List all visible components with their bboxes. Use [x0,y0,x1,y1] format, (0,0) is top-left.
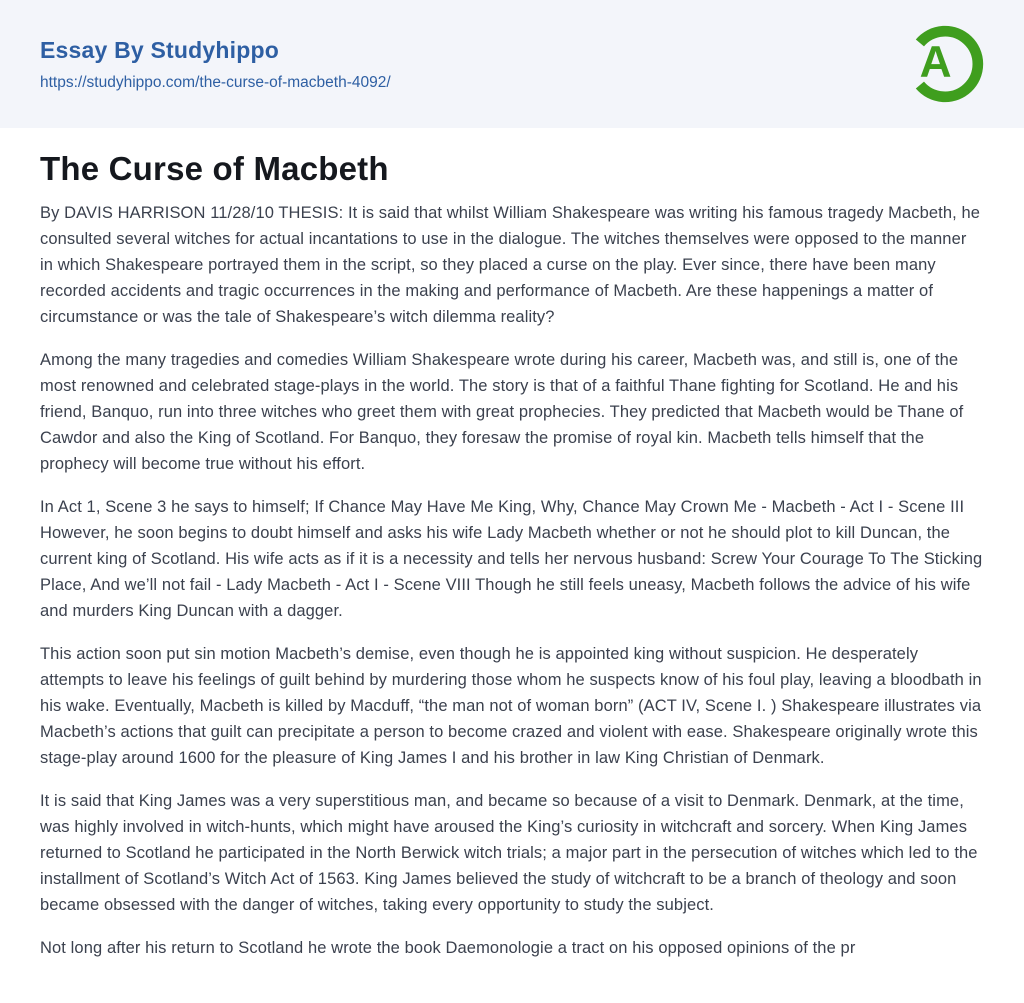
essay-content [0,128,1024,961]
essay-paragraph: By DAVIS HARRISON 11/28/10 THESIS: It is said that whilst William Shakespeare was writing his famous tragedy Macbeth, he consulted several witches for actual incantations to use in the dialogue. The witches themselves were opposed to the manner in which Shakespeare portrayed them in the script, so they placed a curse on the play. Ever since, there have been many recorded accidents and tragic occurrences in the making and performance of Macbeth. Are these happenings a matter of circumstance or was the tale of Shakespeare’s witch dilemma reality? [40,204,981,326]
logo-letter: A [919,38,952,88]
essay-paragraph: It is said that King James was a very superstitious man, and became so because of a visit to Denmark. Denmark, at the time, was highly involved in witch-hunts, which might have aroused the King’s curiosity in witchcraft and sorcery. When King James returned to Scotland he participated in the North Berwick witch trials; a major part in the persecution of witches which led to the installment of Scotland’s Witch Act of 1563. King James believed the study of witchcraft to be a branch of theology and soon became obsessed with the danger of witches, taking every opportunity to study the subject. [40,792,978,914]
essay-paragraph-truncated: Not long after his return to Scotland he wrote the book Daemonologie a tract on his opposed opinions of the pr [40,939,856,957]
essay-paragraph: In Act 1, Scene 3 he says to himself; If Chance May Have Me King, Why, Chance May Crown Me - Macbeth - Act I - Scene III However, he soon begins to doubt himself and asks his wife Lady Macbeth whether or not he should plot to kill Duncan, the current king of Scotland. His wife acts as if it is a necessity and tells her nervous husband: Screw Your Courage To The Sticking Place, And we’ll not fail - Lady Macbeth - Act I - Scene VIII Though he still feels uneasy, Macbeth follows the advice of his wife and murders King Duncan with a dagger. [40,498,983,620]
site-title: Essay By Studyhippo [40,36,279,63]
article-title: The Curse of Macbeth [40,150,389,187]
article-body [40,200,984,961]
studyhippo-ring-logo-icon [904,23,986,105]
header-text-block [40,37,391,92]
page-header [0,0,1024,128]
source-url-link[interactable]: https://studyhippo.com/the-curse-of-macbeth-4092/ [40,73,391,91]
essay-paragraph: Among the many tragedies and comedies William Shakespeare wrote during his career, Macbeth was, and still is, one of the most renowned and celebrated stage-plays in the world. The story is that of a faithful Thane fighting for Scotland. He and his friend, Banquo, run into three witches who greet them with great prophecies. They predicted that Macbeth would be Thane of Cawdor and also the King of Scotland. For Banquo, they foresaw the promise of royal kin. Macbeth tells himself that the prophecy will become true without his effort. [40,351,964,473]
essay-paragraph: This action soon put sin motion Macbeth’s demise, even though he is appointed king without suspicion. He desperately attempts to leave his feelings of guilt behind by murdering those whom he suspects know of his foul play, leaving a bloodbath in his wake. Eventually, Macbeth is killed by Macduff, “the man not of woman born” (ACT IV, Scene I. ) Shakespeare illustrates via Macbeth’s actions that guilt can precipitate a person to become crazed and violent with ease. Shakespeare originally wrote this stage-play around 1600 for the pleasure of King James I and his brother in law King Christian of Denmark. [40,645,982,767]
